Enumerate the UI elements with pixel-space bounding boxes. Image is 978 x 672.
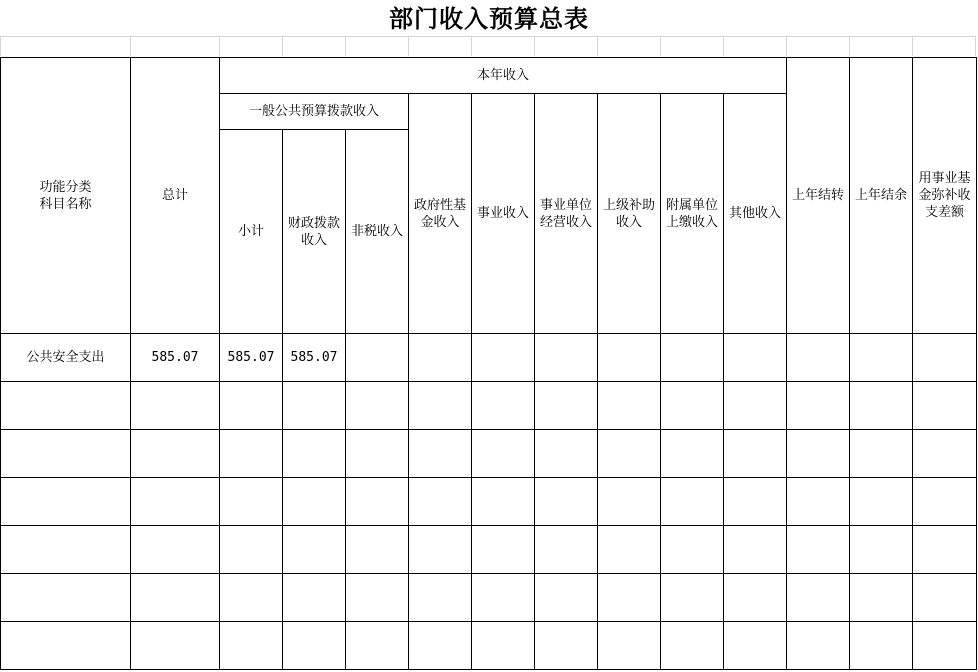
page-title: 部门收入预算总表 xyxy=(389,4,589,33)
header-prior-year-carryover: 上年结转 xyxy=(787,58,850,334)
header-subtotal: 小计 xyxy=(220,130,283,334)
cell-surplus xyxy=(850,334,913,382)
cell-gap xyxy=(913,334,977,382)
header-current-year-income: 本年收入 xyxy=(220,58,787,94)
header-prior-year-surplus: 上年结余 xyxy=(850,58,913,334)
header-total: 总计 xyxy=(131,58,220,334)
table-row xyxy=(1,574,977,622)
spreadsheet-blank-row xyxy=(0,36,978,56)
header-affiliated-unit-remit: 附属单位上缴收入 xyxy=(661,94,724,334)
cell-bizop xyxy=(535,334,598,382)
header-superior-subsidy: 上级补助收入 xyxy=(598,94,661,334)
cell-fiscal: 585.07 xyxy=(283,334,346,382)
cell-nontax xyxy=(346,334,409,382)
header-fiscal-appropriation: 财政拨款收入 xyxy=(283,130,346,334)
cell-name: 公共安全支出 xyxy=(1,334,131,382)
table-row xyxy=(1,334,977,382)
header-other-income: 其他收入 xyxy=(724,94,787,334)
header-fund-gap: 用事业基金弥补收支差额 xyxy=(913,58,977,334)
income-budget-table xyxy=(0,57,977,670)
table-row xyxy=(1,382,977,430)
table-row xyxy=(1,478,977,526)
cell-sup xyxy=(598,334,661,382)
table-row xyxy=(1,430,977,478)
table-row xyxy=(1,526,977,574)
header-business-income: 事业收入 xyxy=(472,94,535,334)
table-row xyxy=(1,622,977,670)
cell-total: 585.07 xyxy=(131,334,220,382)
header-gov-fund: 政府性基金收入 xyxy=(409,94,472,334)
header-general-public-budget: 一般公共预算拨款收入 xyxy=(220,94,409,130)
cell-carry xyxy=(787,334,850,382)
cell-gov xyxy=(409,334,472,382)
cell-other xyxy=(724,334,787,382)
header-non-tax: 非税收入 xyxy=(346,130,409,334)
cell-subtotal: 585.07 xyxy=(220,334,283,382)
cell-aff xyxy=(661,334,724,382)
header-category: 功能分类 科目名称 xyxy=(1,58,131,334)
cell-biz xyxy=(472,334,535,382)
header-business-unit-operating: 事业单位经营收入 xyxy=(535,94,598,334)
